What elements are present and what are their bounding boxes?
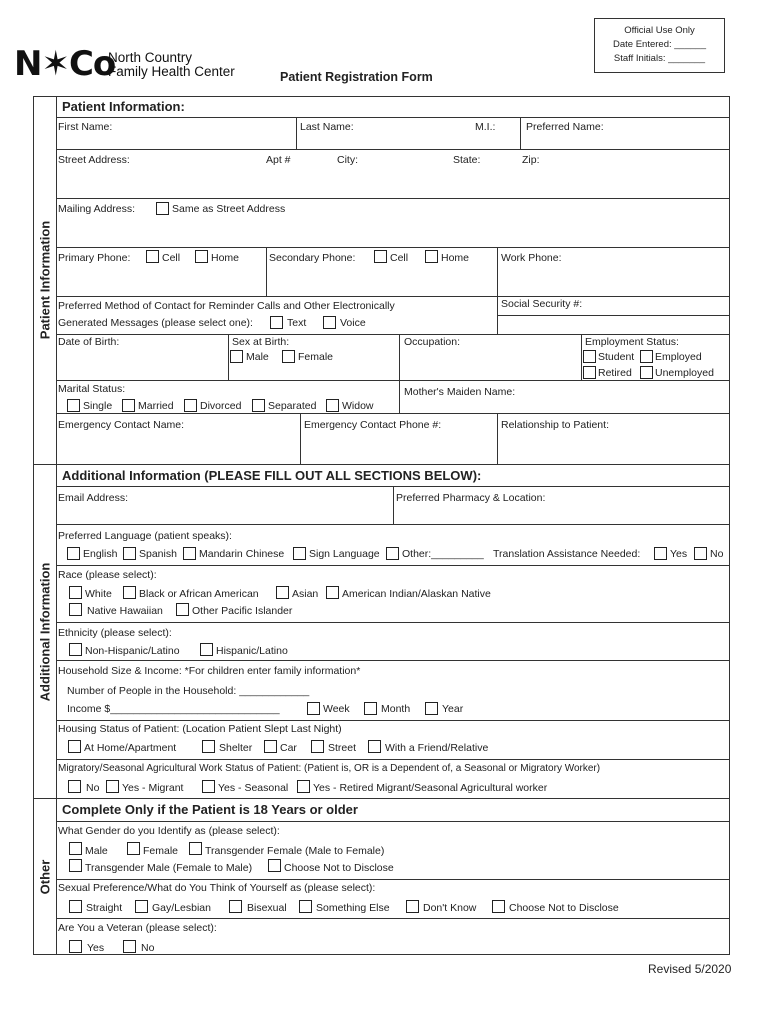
ethnicity-non-hispanic-label: Non-Hispanic/Latino — [85, 645, 180, 657]
income-month-checkbox[interactable] — [364, 702, 377, 715]
official-date-entered[interactable]: Date Entered: ______ — [613, 39, 706, 50]
first-name-field[interactable]: First Name: — [58, 121, 113, 133]
lang-english-checkbox[interactable] — [67, 547, 80, 560]
translation-no-checkbox[interactable] — [694, 547, 707, 560]
migratory-migrant-checkbox[interactable] — [106, 780, 119, 793]
gender-trans-male-checkbox[interactable] — [69, 859, 82, 872]
employment-employed-checkbox[interactable] — [640, 350, 653, 363]
ssn-field[interactable]: Social Security #: — [501, 298, 583, 310]
household-size-field[interactable]: Number of People in the Household: ____________ — [67, 685, 310, 697]
divider — [520, 117, 521, 149]
divider — [497, 413, 498, 464]
ethnicity-hispanic-checkbox[interactable] — [200, 643, 213, 656]
revised-date: Revised 5/2020 — [648, 962, 732, 976]
income-week-label: Week — [323, 703, 350, 715]
housing-street-label: Street — [328, 742, 357, 754]
race-label: Race (please select): — [58, 569, 157, 581]
same-as-street-label: Same as Street Address — [172, 203, 286, 215]
divider — [581, 334, 582, 380]
veteran-label: Are You a Veteran (please select): — [58, 922, 217, 934]
official-title: Official Use Only — [624, 25, 695, 36]
orientation-straight-checkbox[interactable] — [69, 900, 82, 913]
income-week-checkbox[interactable] — [307, 702, 320, 715]
sex-female-checkbox[interactable] — [282, 350, 295, 363]
gender-trans-female-checkbox[interactable] — [189, 842, 202, 855]
employment-unemployed-label: Unemployed — [655, 367, 714, 379]
orientation-dont-know-checkbox[interactable] — [406, 900, 419, 913]
primary-phone-field[interactable]: Primary Phone: — [58, 252, 131, 264]
street-address-field[interactable]: Street Address: — [58, 154, 130, 166]
household-label: Household Size & Income: *For children enter family information* — [58, 665, 361, 677]
dob-field[interactable]: Date of Birth: — [58, 336, 120, 348]
housing-friend-label: With a Friend/Relative — [385, 742, 489, 754]
migratory-label: Migratory/Seasonal Agricultural Work Status of Patient: (Patient is, OR is a Dependent of, a Seasonal or Migratory Worker) — [58, 763, 601, 774]
orientation-something-label: Something Else — [316, 902, 390, 914]
org-line-2: Family Health Center — [108, 64, 235, 79]
divider — [57, 622, 730, 623]
official-use-box — [594, 18, 725, 73]
secondary-home-checkbox[interactable] — [425, 250, 438, 263]
gender-male-checkbox[interactable] — [69, 842, 82, 855]
migratory-no-label: No — [86, 782, 100, 794]
preferred-name-field[interactable]: Preferred Name: — [526, 121, 604, 133]
language-label: Preferred Language (patient speaks): — [58, 530, 232, 542]
gender-male-label: Male — [85, 845, 108, 857]
translation-yes-label: Yes — [670, 548, 688, 560]
orientation-straight-label: Straight — [86, 902, 123, 914]
divider — [228, 334, 229, 380]
secondary-phone-field[interactable]: Secondary Phone: — [269, 252, 356, 264]
last-name-field[interactable]: Last Name: — [300, 121, 354, 133]
email-field[interactable]: Email Address: — [58, 492, 129, 504]
mi-field[interactable]: M.I.: — [475, 121, 496, 133]
migratory-no-checkbox[interactable] — [68, 780, 81, 793]
race-black-label: Black or African American — [139, 588, 259, 600]
housing-friend-checkbox[interactable] — [368, 740, 381, 753]
gender-not-disclose-checkbox[interactable] — [268, 859, 281, 872]
housing-car-checkbox[interactable] — [264, 740, 277, 753]
translation-yes-checkbox[interactable] — [654, 547, 667, 560]
lang-mandarin-checkbox[interactable] — [183, 547, 196, 560]
employment-retired-label: Retired — [598, 367, 632, 379]
migratory-retired-label: Yes - Retired Migrant/Seasonal Agricultural worker — [313, 782, 548, 794]
form-title: Patient Registration Form — [280, 70, 433, 84]
migratory-retired-checkbox[interactable] — [297, 780, 310, 793]
relationship-field[interactable]: Relationship to Patient: — [501, 419, 609, 431]
ethnicity-label: Ethnicity (please select): — [58, 627, 172, 639]
lang-other-checkbox[interactable] — [386, 547, 399, 560]
pharmacy-field[interactable]: Preferred Pharmacy & Location: — [396, 492, 546, 504]
contact-text-label: Text — [287, 317, 307, 329]
primary-cell-label: Cell — [162, 252, 181, 264]
housing-shelter-label: Shelter — [219, 742, 253, 754]
sex-male-checkbox[interactable] — [230, 350, 243, 363]
primary-cell-checkbox[interactable] — [146, 250, 159, 263]
divider — [57, 720, 730, 721]
employment-unemployed-checkbox[interactable] — [640, 366, 653, 379]
emergency-contact-phone-field[interactable]: Emergency Contact Phone #: — [304, 419, 442, 431]
official-staff-initials[interactable]: Staff Initials: _______ — [613, 53, 706, 64]
section-title-patient: Patient Information: — [62, 99, 185, 114]
race-pacific-label: Other Pacific Islander — [192, 605, 293, 617]
divider — [57, 117, 730, 118]
side-label-other: Other — [33, 798, 57, 955]
employment-student-checkbox[interactable] — [583, 350, 596, 363]
section-title-additional: Additional Information (PLEASE FILL OUT ALL SECTIONS BELOW): — [62, 468, 482, 483]
divider — [57, 759, 730, 760]
state-field[interactable]: State: — [453, 154, 481, 166]
race-asian-label: Asian — [292, 588, 319, 600]
emergency-contact-name-field[interactable]: Emergency Contact Name: — [58, 419, 185, 431]
orientation-gay-label: Gay/Lesbian — [152, 902, 211, 914]
contact-voice-label: Voice — [340, 317, 366, 329]
housing-home-checkbox[interactable] — [68, 740, 81, 753]
logo-mark: N✶Co — [14, 44, 116, 84]
marital-widow-checkbox[interactable] — [326, 399, 339, 412]
race-hawaiian-checkbox[interactable] — [69, 603, 82, 616]
gender-not-disclose-label: Choose Not to Disclose — [284, 862, 394, 874]
secondary-cell-checkbox[interactable] — [374, 250, 387, 263]
side-label-patient: Patient Information — [33, 96, 57, 464]
veteran-no-checkbox[interactable] — [123, 940, 136, 953]
sex-male-label: Male — [246, 351, 269, 363]
race-hawaiian-label: Native Hawaiian — [87, 605, 163, 617]
divider — [57, 464, 730, 465]
divider — [57, 660, 730, 661]
orientation-label: Sexual Preference/What do You Think of Yourself as (please select): — [58, 882, 376, 894]
employment-retired-checkbox[interactable] — [583, 366, 596, 379]
lang-spanish-checkbox[interactable] — [123, 547, 136, 560]
divider — [300, 413, 301, 464]
orientation-bisexual-checkbox[interactable] — [229, 900, 242, 913]
translation-no-label: No — [710, 548, 724, 560]
race-pacific-checkbox[interactable] — [176, 603, 189, 616]
divider — [57, 798, 730, 799]
primary-home-checkbox[interactable] — [195, 250, 208, 263]
income-year-label: Year — [442, 703, 464, 715]
sex-at-birth-label: Sex at Birth: — [232, 336, 290, 348]
divider — [57, 380, 730, 381]
race-asian-checkbox[interactable] — [276, 586, 289, 599]
orientation-not-disclose-checkbox[interactable] — [492, 900, 505, 913]
divider — [57, 247, 730, 248]
orientation-dont-know-label: Don't Know — [423, 902, 477, 914]
divider — [57, 565, 730, 566]
marital-divorced-label: Divorced — [200, 400, 242, 412]
divider — [57, 413, 730, 414]
sex-female-label: Female — [298, 351, 334, 363]
race-native-american-checkbox[interactable] — [326, 586, 339, 599]
income-month-label: Month — [381, 703, 411, 715]
contact-voice-checkbox[interactable] — [323, 316, 336, 329]
gender-trans-female-label: Transgender Female (Male to Female) — [205, 845, 385, 857]
race-black-checkbox[interactable] — [123, 586, 136, 599]
marital-widow-label: Widow — [342, 400, 374, 412]
veteran-yes-checkbox[interactable] — [69, 940, 82, 953]
marital-married-label: Married — [138, 400, 174, 412]
housing-label: Housing Status of Patient: (Location Patient Slept Last Night) — [58, 723, 342, 735]
divider — [57, 524, 730, 525]
apt-field[interactable]: Apt # — [266, 154, 291, 166]
gender-female-checkbox[interactable] — [127, 842, 140, 855]
marital-status-label: Marital Status: — [58, 383, 126, 395]
divider — [57, 821, 730, 822]
divider — [497, 315, 730, 316]
ethnicity-non-hispanic-checkbox[interactable] — [69, 643, 82, 656]
housing-street-checkbox[interactable] — [311, 740, 324, 753]
divider — [296, 117, 297, 149]
contact-method-label-2: Generated Messages (please select one): — [58, 317, 253, 329]
marital-single-checkbox[interactable] — [67, 399, 80, 412]
housing-shelter-checkbox[interactable] — [202, 740, 215, 753]
secondary-cell-label: Cell — [390, 252, 409, 264]
veteran-no-label: No — [141, 942, 155, 954]
lang-english-label: English — [83, 548, 118, 560]
housing-car-label: Car — [280, 742, 297, 754]
zip-field[interactable]: Zip: — [522, 154, 540, 166]
lang-sign-label: Sign Language — [309, 548, 380, 560]
translation-label: Translation Assistance Needed: — [493, 548, 641, 560]
divider — [266, 247, 267, 296]
employment-student-label: Student — [598, 351, 635, 363]
veteran-yes-label: Yes — [87, 942, 105, 954]
gender-trans-male-label: Transgender Male (Female to Male) — [85, 862, 253, 874]
contact-method-label: Preferred Method of Contact for Reminder Calls and Other Electronically — [58, 300, 395, 312]
divider — [57, 918, 730, 919]
divider — [393, 486, 394, 524]
migratory-seasonal-checkbox[interactable] — [202, 780, 215, 793]
migratory-seasonal-label: Yes - Seasonal — [218, 782, 289, 794]
contact-text-checkbox[interactable] — [270, 316, 283, 329]
city-field[interactable]: City: — [337, 154, 358, 166]
ethnicity-hispanic-label: Hispanic/Latino — [216, 645, 288, 657]
mothers-maiden-name-field[interactable]: Mother's Maiden Name: — [404, 386, 516, 398]
lang-sign-checkbox[interactable] — [293, 547, 306, 560]
primary-home-label: Home — [211, 252, 240, 264]
lang-mandarin-label: Mandarin Chinese — [199, 548, 285, 560]
occupation-field[interactable]: Occupation: — [404, 336, 461, 348]
employment-employed-label: Employed — [655, 351, 702, 363]
divider — [497, 247, 498, 334]
divider — [57, 198, 730, 199]
lang-spanish-label: Spanish — [139, 548, 177, 560]
employment-status-label: Employment Status: — [585, 336, 679, 348]
gender-label: What Gender do you Identify as (please select): — [58, 825, 280, 837]
income-year-checkbox[interactable] — [425, 702, 438, 715]
migratory-migrant-label: Yes - Migrant — [122, 782, 184, 794]
marital-single-label: Single — [83, 400, 113, 412]
lang-other-field[interactable]: Other:_________ — [402, 548, 484, 560]
marital-divorced-checkbox[interactable] — [184, 399, 197, 412]
income-field[interactable]: Income $_____________________________ — [67, 703, 280, 715]
side-label-additional: Additional Information — [33, 464, 57, 798]
orientation-gay-checkbox[interactable] — [135, 900, 148, 913]
orientation-bisexual-label: Bisexual — [247, 902, 287, 914]
org-line-1: North Country — [108, 50, 193, 65]
gender-female-label: Female — [143, 845, 179, 857]
race-white-label: White — [85, 588, 112, 600]
marital-separated-checkbox[interactable] — [252, 399, 265, 412]
orientation-something-checkbox[interactable] — [299, 900, 312, 913]
work-phone-field[interactable]: Work Phone: — [501, 252, 562, 264]
orientation-not-disclose-label: Choose Not to Disclose — [509, 902, 619, 914]
marital-separated-label: Separated — [268, 400, 317, 412]
race-white-checkbox[interactable] — [69, 586, 82, 599]
org-name — [108, 51, 235, 79]
divider — [57, 334, 730, 335]
divider — [57, 296, 730, 297]
divider — [57, 879, 730, 880]
housing-home-label: At Home/Apartment — [84, 742, 177, 754]
marital-married-checkbox[interactable] — [122, 399, 135, 412]
secondary-home-label: Home — [441, 252, 470, 264]
divider — [399, 334, 400, 413]
mailing-address-field[interactable]: Mailing Address: — [58, 203, 136, 215]
same-as-street-checkbox[interactable] — [156, 202, 169, 215]
divider — [57, 149, 730, 150]
race-native-american-label: American Indian/Alaskan Native — [342, 588, 491, 600]
section-title-other: Complete Only if the Patient is 18 Years or older — [62, 802, 358, 817]
